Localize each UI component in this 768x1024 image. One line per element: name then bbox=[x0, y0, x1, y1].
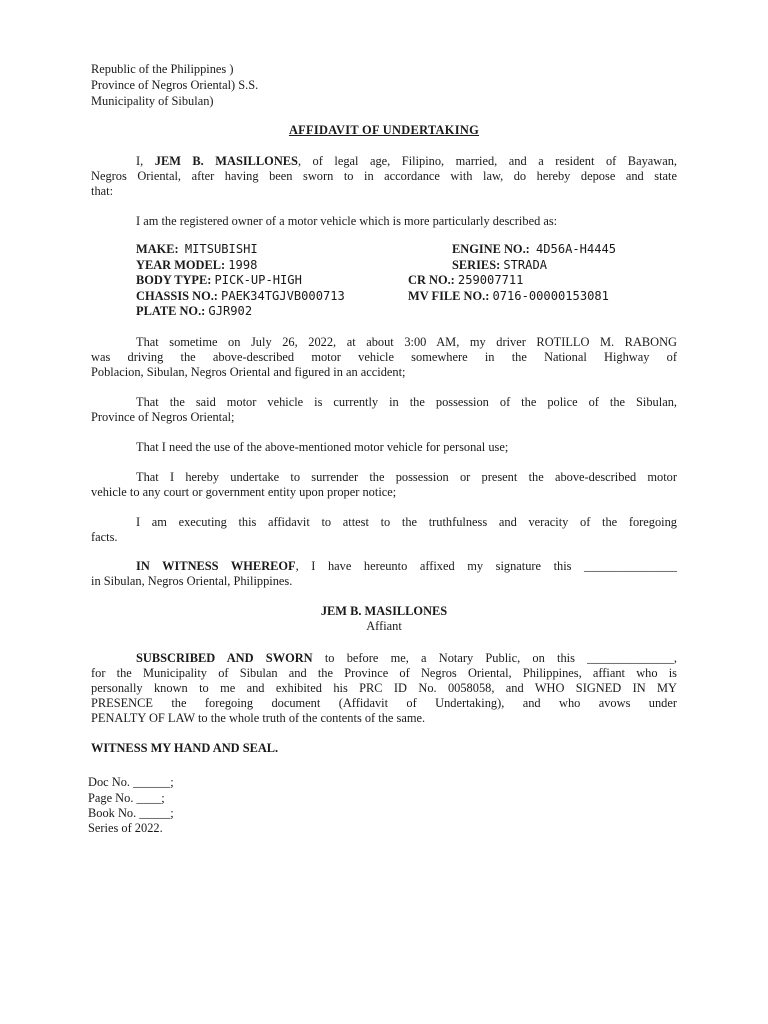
seal-statement: WITNESS MY HAND AND SEAL. bbox=[91, 741, 279, 755]
vehicle-year bbox=[136, 258, 257, 273]
vehicle-engine bbox=[452, 242, 616, 257]
mvfile-label: MV FILE NO.: bbox=[408, 289, 490, 303]
vehicle-make bbox=[136, 242, 258, 257]
plate-label: PLATE NO.: bbox=[136, 304, 206, 318]
para2-line1: That the said motor vehicle is currently in the possession of the police of the Sibulan, bbox=[136, 395, 677, 409]
vehicle-cr bbox=[408, 273, 523, 288]
para2-line2: Province of Negros Oriental; bbox=[91, 410, 235, 424]
vehicle-intro: I am the registered owner of a motor vehicle which is more particularly described as: bbox=[136, 214, 558, 228]
cr-label: CR NO.: bbox=[408, 273, 455, 287]
para1-line1: That sometime on July 26, 2022, at about 3:00 AM, my driver ROTILLO M. RABONG bbox=[136, 335, 677, 349]
intro-paragraph-line2: Negros Oriental, after having been sworn to in accordance with law, do hereby depose and state bbox=[91, 169, 677, 183]
engine-label: ENGINE NO.: bbox=[452, 242, 530, 256]
witness-bold: IN WITNESS WHEREOF bbox=[136, 559, 296, 573]
para1-line3: Poblacion, Sibulan, Negros Oriental and figured in an accident; bbox=[91, 365, 406, 379]
intro-paragraph-line1 bbox=[91, 154, 677, 169]
make-label: MAKE: bbox=[136, 242, 179, 256]
series-value: STRADA bbox=[503, 258, 548, 272]
venue-line-country: Republic of the Philippines ) bbox=[91, 62, 234, 76]
vehicle-chassis bbox=[136, 289, 345, 304]
chassis-value: PAEK34TGJVB000713 bbox=[221, 289, 345, 303]
notarial-series: Series of 2022. bbox=[88, 821, 163, 835]
body-label: BODY TYPE: bbox=[136, 273, 212, 287]
para1-line2: was driving the above-described motor vehicle somewhere in the National Highway of bbox=[91, 350, 677, 364]
intro-paragraph-line3: that: bbox=[91, 184, 114, 198]
notarial-doc-no: Doc No. ______; bbox=[88, 775, 174, 789]
para5-line2: facts. bbox=[91, 530, 118, 544]
intro-rest: , of legal age, Filipino, married, and a resident of Bayawan, bbox=[297, 154, 678, 168]
venue-line-municipality: Municipality of Sibulan) bbox=[91, 94, 214, 108]
vehicle-series bbox=[452, 258, 547, 273]
para4-line2: vehicle to any court or government entity upon proper notice; bbox=[91, 485, 397, 499]
jurat-rest: to before me, a Notary Public, on this ______________, bbox=[312, 651, 677, 665]
mvfile-value: 0716-00000153081 bbox=[492, 289, 609, 303]
body-value: PICK-UP-HIGH bbox=[214, 273, 302, 287]
notarial-page-no: Page No. ____; bbox=[88, 791, 165, 805]
cr-value: 259007711 bbox=[457, 273, 524, 287]
jurat-line5: PENALTY OF LAW to the whole truth of the contents of the same. bbox=[91, 711, 426, 725]
jurat-line3: personally known to me and exhibited his PRC ID No. 0058058, and WHO SIGNED IN MY bbox=[91, 681, 677, 695]
engine-value: 4D56A-H4445 bbox=[536, 242, 617, 256]
notarial-book-no: Book No. _____; bbox=[88, 806, 174, 820]
series-label: SERIES: bbox=[452, 258, 501, 272]
jurat-line4: PRESENCE the foregoing document (Affidavit of Undertaking), and who avows under bbox=[91, 696, 677, 710]
vehicle-mv-file bbox=[408, 289, 609, 304]
vehicle-plate bbox=[136, 304, 252, 319]
signatory-role: Affiant bbox=[366, 619, 402, 633]
jurat-bold: SUBSCRIBED AND SWORN bbox=[136, 651, 313, 665]
year-label: YEAR MODEL: bbox=[136, 258, 226, 272]
vehicle-body-type bbox=[136, 273, 302, 288]
venue-line-province: Province of Negros Oriental) S.S. bbox=[91, 78, 259, 92]
intro-prefix: I, bbox=[136, 154, 155, 168]
jurat-line2: for the Municipality of Sibulan and the Province of Negros Oriental, Philippines, affiant who is bbox=[91, 666, 677, 680]
chassis-label: CHASSIS NO.: bbox=[136, 289, 218, 303]
signatory-name: JEM B. MASILLONES bbox=[320, 604, 448, 618]
document-title: AFFIDAVIT OF UNDERTAKING bbox=[288, 123, 480, 137]
para3: That I need the use of the above-mentioned motor vehicle for personal use; bbox=[136, 440, 509, 454]
year-value: 1998 bbox=[228, 258, 258, 272]
witness-line2: in Sibulan, Negros Oriental, Philippines. bbox=[91, 574, 293, 588]
para5-line1: I am executing this affidavit to attest to the truthfulness and veracity of the foregoing bbox=[136, 515, 677, 529]
jurat-line1 bbox=[136, 651, 677, 666]
plate-value: GJR902 bbox=[208, 304, 253, 318]
witness-line1 bbox=[136, 559, 677, 574]
affiant-name-inline: JEM B. MASILLONES bbox=[154, 154, 298, 168]
make-value: MITSUBISHI bbox=[184, 242, 258, 256]
witness-rest: , I have hereunto affixed my signature this _______________ bbox=[295, 559, 677, 573]
para4-line1: That I hereby undertake to surrender the possession or present the above-described motor bbox=[136, 470, 677, 484]
